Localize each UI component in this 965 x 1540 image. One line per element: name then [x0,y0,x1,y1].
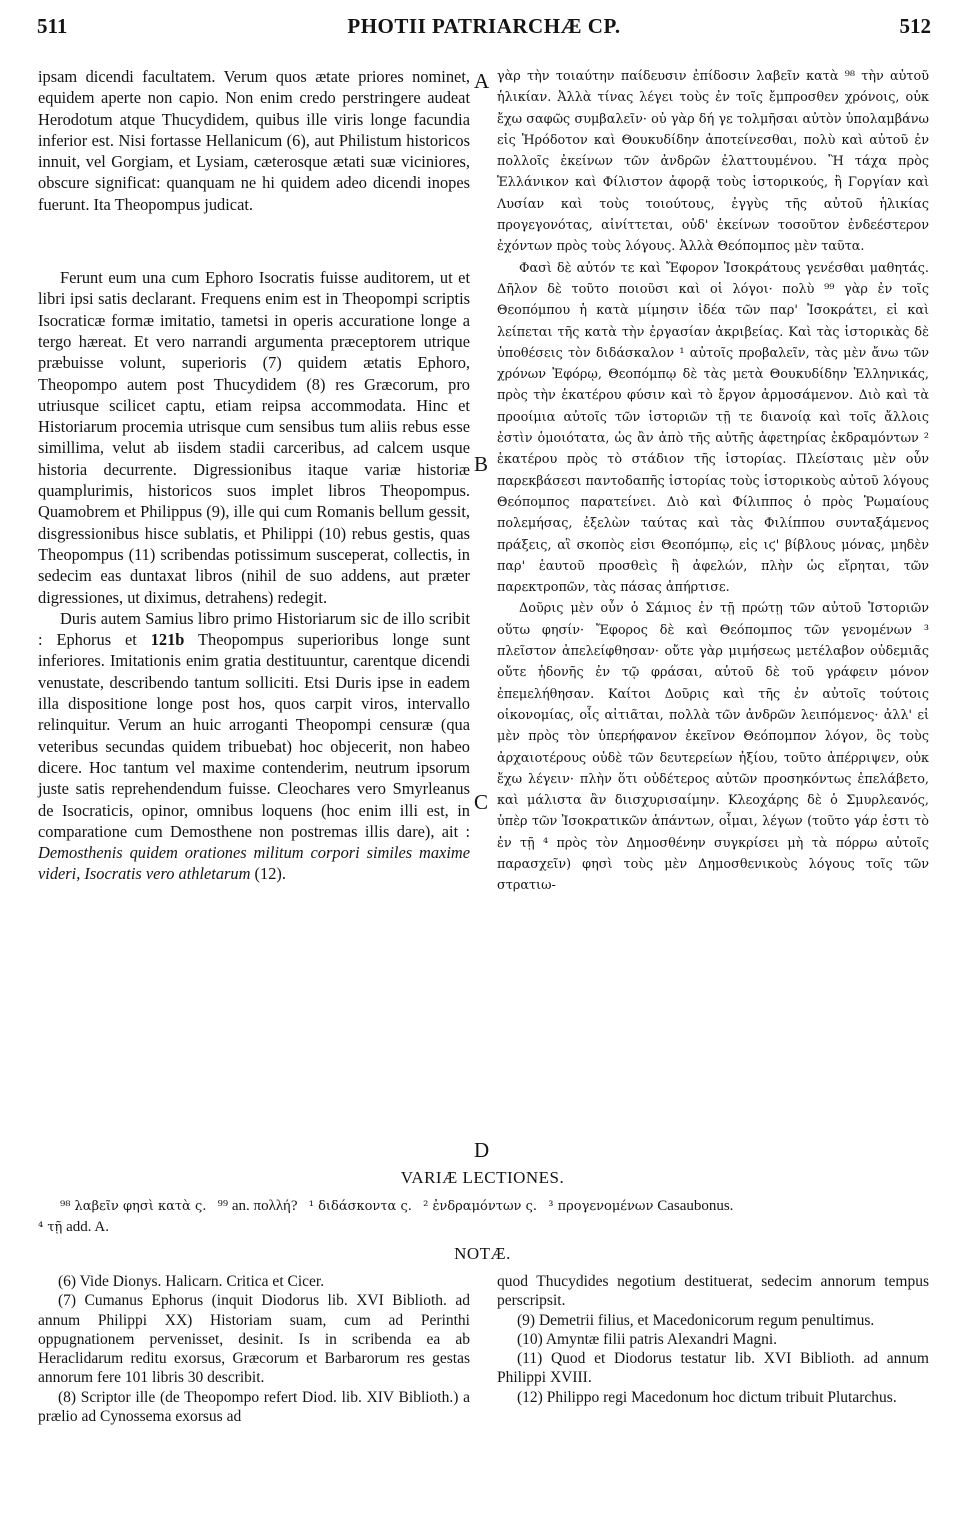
notae-title: NOTÆ. [454,1244,511,1263]
variae-lectiones-title: VARIÆ LECTIONES. [400,1168,565,1187]
note-10: (10) Amyntæ filii patris Alexandri Magni. [517,1330,778,1348]
greek-paragraph-2: Φασὶ δὲ αὐτόν τε καὶ Ἔφορον Ἰσοκράτους γενέσθαι μαθητάς. Δῆλον δὲ τοῦτο ποιοῦσι καὶ οἱ λόγοι· πολὺ ⁹⁹ γὰρ ἐν τοῖς Θεοπόμπου ἡ κατὰ μίμησιν ἰδέα τῶν παρ' Ἰσοκράτει, εἰ καὶ λείπεται τῆς κατὰ τὴν ἐργασίαν ἀκριβείας. Καὶ τὰς ἱστορικὰς δὲ ὑποθέσεις τὸν διδάσκαλον ¹ αὐτοῖς προβαλεῖν, τὰς μὲν ἄνω τῶν χρόνων Ἐφόρῳ, Θεοπόμπῳ δὲ τὰς μετὰ Θουκυδίδην Ἑλληνικάς, πρὸς τὴν ἑκατέρου φύσιν καὶ τὸ ἔργον ἁρμοσάμενον. Διὸ καὶ τὰ προοίμια αὐτοῖς τῶν ἱστοριῶν τῇ τε διανοίᾳ καὶ τοῖς ἄλλοις ἐστὶν ὁμοιότατα, ὡς ἂν ἀπὸ τῆς αὐτῆς ἀφετηρίας ἐκδραμόντων ² ἑκατέρου πρὸς τὸ στάδιον τῆς ἱστορίας. Πλείσταις μὲν οὖν παρεκβάσεσι παντοδαπῆς ἱστορίας τοὺς ἱστορικοὺς αὐτοῦ λόγους Θεόπομπος παρατείνει. Διὸ καὶ Φίλιππος ὁ πρὸς Ῥωμαίους πολεμήσας, ἐξελὼν ταύτας καὶ τὰς Φιλίππου συνταξάμενος πράξεις, αἳ σκοπὸς εἰσι Θεοπόμπῳ, εἰς ιϛ' βίβλους μόνας, μηδὲν παρ' ἑαυτοῦ προσθεὶς ἢ ἀφελών, πλὴν ὡς εἴρηται, τῶν παρεκτροπῶν, τὰς πάσας ἀπήρτισε. [497,260,929,596]
right-page-number: 512 [899,14,931,38]
section-marker-a: A [474,69,490,93]
section-marker-b: B [474,452,489,476]
latin-column [38,66,470,885]
greek-paragraph-1: γὰρ τὴν τοιαύτην παίδευσιν ἐπίδοσιν λαβεῖν κατὰ ⁹⁸ τὴν αὐτοῦ ἡλικίαν. Ἀλλὰ τίνας λέγει τοὺς ἐν τοῖς ἔμπροσθεν χρόνοις, οὐκ ἔχω σαφῶς συμβαλεῖν· οὐ γὰρ δή γε τολμῆσαι αὐτὸν ὑπολαμβάνω εἰς Ἡρόδοτον καὶ Θουκυδίδην ἀποτείνεσθαι, πολὺ καὶ αὐτοῦ ἐν πολλοῖς ἐκείνων τῶν ἀνδρῶν ἐλαττουμένου. Ἢ τάχα πρὸς Ἑλλάνικον καὶ Φίλιστον ἀφορᾷ τοὺς ἱστορικούς, ἢ Γοργίαν καὶ Λυσίαν καὶ τοὺς τοιούτους, ἐγγὺς τῆς αὐτοῦ ἡλικίας προγεγονότας, αἰνίττεται, οὐδ' ἐκείνων τοσοῦτον ἐνδεέστερον ἐχόντων πρὸς τοὺς λόγους. Ἀλλὰ Θεόπομπος μὲν ταῦτα. [497,69,929,255]
column-number: 121b [150,630,185,650]
note-6: (6) Vide Dionys. Halicarn. Critica et Cicer. [58,1273,325,1290]
greek-paragraph-3: Δοῦρις μὲν οὖν ὁ Σάμιος ἐν τῇ πρώτῃ τῶν αὐτοῦ Ἱστοριῶν οὕτω φησίν· Ἔφορος δὲ καὶ Θεόπομπος τῶν γενομένων ³ πλεῖστον ἀπελείφθησαν· οὔτε γὰρ μιμήσεως μετέλαβον οὐδεμιᾶς οὔτε ἡδονῆς ἐν τῷ φράσαι, αὐτοῦ δὲ τοῦ γράφειν μόνον ἐπεμελήθησαν. Καίτοι Δοῦρις καὶ τῆς ἐν αὐτοῖς τούτοις οἰκονομίας, οἷς αἰτιᾶται, πολλὰ τῶν ἀνδρῶν λειπόμενος· ἀλλ' εἰ μὲν πρὸς τὸν ὑπερήφανον ἐκεῖνον Θεόπομπον λόγον, ὃς τοὺς ἀρχαιοτέρους οὐδὲ τῶν δευτερείων ἠξίου, τοῦτο ἀπέρριψεν, οὐκ ἔχω λέγειν· πλὴν ὅτι οὐδέτερος αὐτῶν προσηκόντως ἐπελάβετο, καὶ μάλιστα ἂν διισχυρισαίμην. Κλεοχάρης δὲ ὁ Σμυρλεανός, ὑπὲρ τῶν Ἰσοκρατικῶν ἁπάντων, οἶμαι, λέγων (τοῦτο γάρ ἐστι τὸ ἐν τῇ ⁴ πρὸς τὸν Δημοσθένην συγκρίσει μὴ τὰ πόρρω αὐτοῖς παρασχεῖν) φησὶ τοὺς μὲν Δημοσθενικοὺς λόγους τοῖς τῶν στρατιω- [497,601,929,894]
notes-right-column [497,1272,929,1407]
variae-line-1: ⁹⁸ λαβεῖν φησὶ κατὰ ς. ⁹⁹ an. πολλή? ¹ διδάσκοντα ς. ² ἐνδραμόντων ς. ³ προγενομένων Casaubonus. [60,1198,734,1214]
page-header [37,14,931,40]
greek-column [497,66,929,897]
variae-lectiones [38,1196,931,1238]
section-marker-d: D [474,1138,490,1162]
note-12: (12) Philippo regi Macedonum hoc dictum tribuit Plutarchus. [517,1388,897,1406]
note-8-continued: quod Thucydides negotium destituerat, sedecim annorum tempus perscripsit. [497,1273,929,1310]
left-page-number: 511 [37,14,68,38]
latin-quote: Demosthenis quidem orationes militum corpori similes maxime videri, Isocratis vero athletarum [38,843,470,884]
note-7: (7) Cumanus Ephorus (inquit Diodorus lib. XVI Biblioth. ad annum Philippi XX) Historiam suam, cum ad Perinthi oppugnationem pervenisset, desinit. Is in scribenda ea ab Heraclidarum reditu exorsus, Græcorum et Barbarorum res gestas annorum fere 101 libris 30 describit. [38,1292,470,1387]
variae-line-2: ⁴ τῇ add. A. [38,1219,109,1235]
note-9: (9) Demetrii filius, et Macedonicorum regum penultimus. [517,1311,875,1329]
note-11: (11) Quod et Diodorus testatur lib. XVI Biblioth. ad annum Philippi XVIII. [497,1350,929,1387]
notes-left-column [38,1272,470,1426]
latin-paragraph-2: Ferunt eum una cum Ephoro Isocratis fuisse auditorem, ut et libri ipsi satis declarant. Frequens enim est in Theopompi scriptis Isocraticæ formæ imitatio, tametsi in operis accuratione longe a tergo hæreat. Et vero narrandi argumenta præceptorem utrique præbuisse volunt, superioris (7) quidem ætatis Ephoro, Theopompo autem post Thucydidem (8) res Græcorum, pro utriusque scilicet captu, etiam reipsa accommodata. Hinc et Historiarum procemia utrisque cum sensibus tum aliis rebus esse simillima, velut ab iisdem stadii carceribus, ad calcem usque historia decurrente. Digressionibus itaque variæ historiæ quamplurimis, historicos suos implet libros Theopompus. Quamobrem et Philippus (9), ille qui cum Romanis bellum gessit, disgressionibus hisce sublatis, et Philippi (10) rebus gestis, quas Theopompus (11) scribendas potissimum susceperat, collectis, in sedecim eas duntaxat libros (nihil de suo addens, aut præter digressiones, ut diximus, detrahens) redegit. [38,268,470,607]
section-marker-c: C [474,790,489,814]
running-title: PHOTII PATRIARCHÆ CP. [347,14,621,38]
note-8: (8) Scriptor ille (de Theopompo refert Diod. lib. XIV Biblioth.) a prælio ad Cynossema exorsus ad [38,1388,470,1426]
latin-paragraph-1: ipsam dicendi facultatem. Verum quos ætate priores nominet, equidem aperte non capio. Non enim credo perstringere audeat Herodotum atque Thucydidem, quibus ille viris longe facundia inferior est. Nisi fortasse Hellanicum (6), aut Philistum historicos innuit, vel Gorgiam, et Lysiam, cæterosque ætati suæ viciniores, obscure significat: quanquam ne hi quidem adeo dicendi inopes fuerunt. Ita Theopompus judicat. [38,67,470,214]
latin-paragraph-3: Duris autem Samius libro primo Historiarum sic de illo scribit : Ephorus et 121b Theopompus superioribus longe sunt inferiores. Imitationis enim gratia destituuntur, carentque dicendi venustate, describendo tantum solliciti. Etsi Duris ipse in eadem illa dispositione longe post hos, quos carpit viros, intervallo relinquitur. Verum an huic arroganti Theopompi censuræ (qua veteribus secundas quidem tribuebat) hoc objecerit, non habeo dicere. Hoc tantum vel maxime contenderim, neutrum ipsorum juste satis reprehendendum fuisse. Cleochares vero Smyrleanus de Isocraticis, opinor, omnibus loquens (hoc enim illi est, in comparatione cum Demosthene non postremas illis dare), ait : Demosthenis quidem orationes militum corpori similes maxime videri, Isocratis vero athletarum (12). [38,608,471,884]
